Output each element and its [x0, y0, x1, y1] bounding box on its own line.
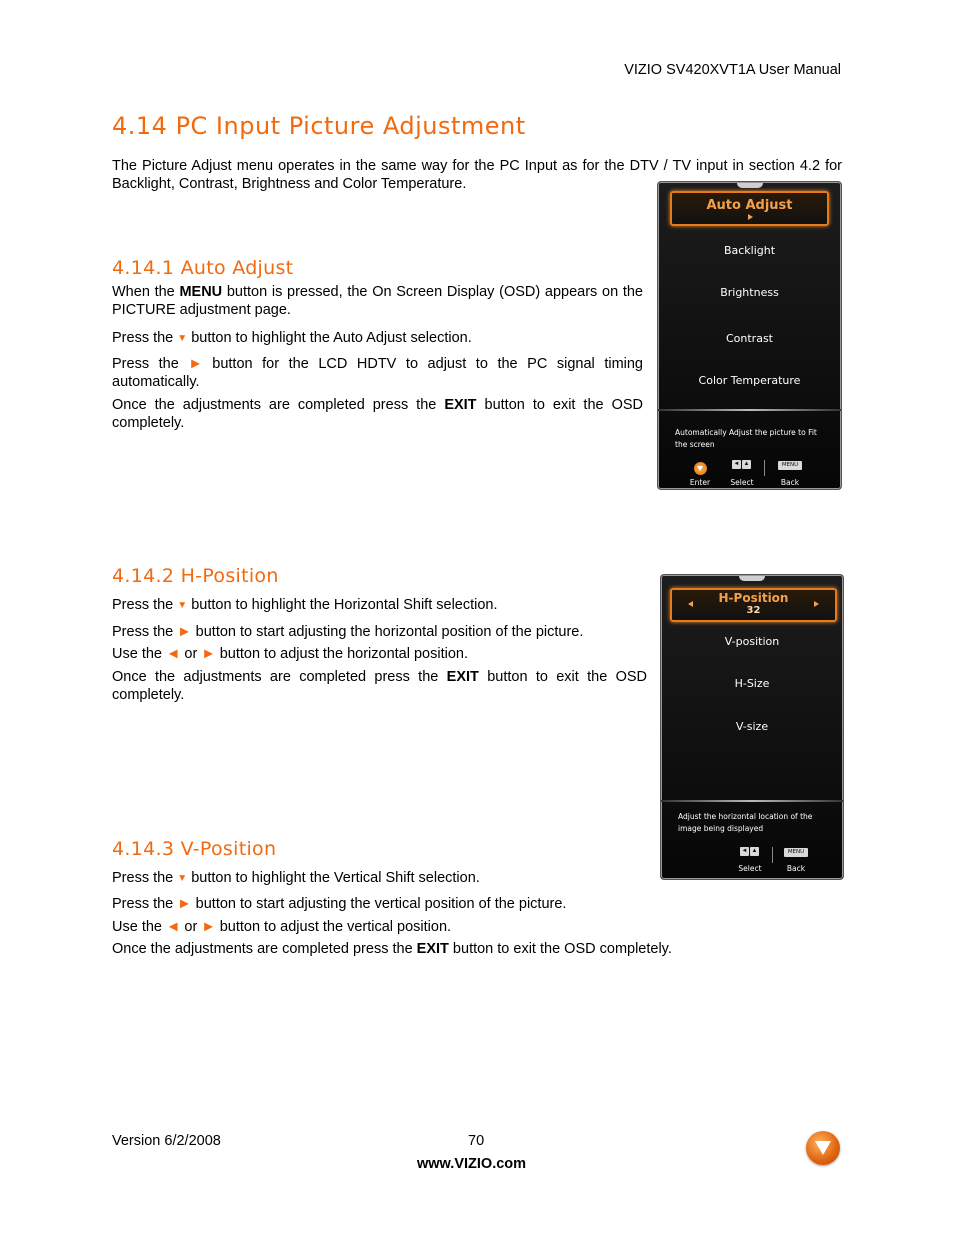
v-position-heading: 4.14.3 V-Position [112, 838, 277, 860]
enter-icon [694, 462, 707, 475]
h-position-para-4 [112, 668, 647, 704]
osd-item-v-position: V-position [724, 635, 780, 648]
text-run: Press the [112, 870, 178, 886]
osd-key-enter: Enter [689, 478, 711, 487]
v-position-para-4 [112, 940, 842, 958]
auto-adjust-heading: 4.14.1 Auto Adjust [112, 257, 294, 279]
h-position-heading: 4.14.2 H-Position [112, 565, 279, 587]
text-run: Use the [112, 919, 166, 935]
down-triangle-icon: ▼ [177, 600, 188, 611]
v-position-para-1 [112, 869, 842, 888]
auto-adjust-para-3 [112, 355, 643, 391]
text-run: button to exit the OSD completely. [448, 941, 672, 957]
osd-item-backlight: Backlight [723, 244, 776, 257]
right-triangle-icon: ► [201, 919, 216, 935]
text-run: When the [112, 284, 180, 300]
osd-item-v-size: V-size [735, 720, 769, 733]
osd-picture-menu [657, 181, 842, 490]
text-run: button for the LCD HDTV to adjust to the PC signal timing automatically. [112, 356, 643, 390]
text-run: Press the [112, 896, 178, 912]
text-run: Once the adjustments are completed press the [112, 941, 417, 957]
text-run: Press the [112, 597, 178, 613]
h-position-para-1 [112, 596, 647, 615]
vizio-logo-icon [806, 1131, 840, 1165]
footer-page-number: 70 [468, 1133, 485, 1149]
menu-keyword: MENU [179, 284, 223, 300]
exit-keyword: EXIT [416, 941, 449, 957]
auto-adjust-para-4 [112, 396, 643, 432]
right-triangle-icon: ► [201, 646, 216, 662]
h-position-para-2 [112, 623, 647, 641]
text-run: button to exit the OSD completely. [112, 669, 647, 703]
auto-adjust-para-2 [112, 329, 643, 348]
osd-selected-item [670, 588, 837, 622]
right-arrow-icon [748, 214, 753, 220]
text-run: Use the [112, 646, 166, 662]
osd-selected-item [670, 191, 829, 226]
right-triangle-icon: ► [177, 896, 192, 912]
section-intro: The Picture Adjust menu operates in the same way for the PC Input as for the DTV / TV input in section 4.2 for Backlight, Contrast, Brightness and Color Temperature. [112, 158, 842, 192]
select-arrows-icon: ◄ ▲ [741, 848, 758, 854]
osd-divider [661, 800, 843, 802]
text-run: button to highlight the Vertical Shift selection. [187, 870, 480, 886]
osd-item-contrast: Contrast [725, 332, 773, 345]
text-run: Once the adjustments are completed press the [112, 397, 445, 413]
select-arrows-icon: ◄ ▲ [733, 461, 750, 467]
osd-divider [658, 409, 841, 411]
osd-key-select: Select [730, 478, 754, 487]
osd-selected-label: Auto Adjust [706, 198, 793, 213]
text-run: Press the [112, 624, 178, 640]
osd-key-back: Back [780, 478, 800, 487]
footer-url: www.VIZIO.com [417, 1156, 527, 1172]
text-run: Press the [112, 330, 178, 346]
text-run: Once the adjustments are completed press the [112, 669, 447, 685]
text-run: button to start adjusting the horizontal position of the picture. [191, 624, 584, 640]
right-triangle-icon: ► [177, 624, 192, 640]
text-run: button to highlight the Horizontal Shift selection. [187, 597, 498, 613]
down-triangle-icon: ▼ [177, 333, 188, 344]
menu-icon: MENU [784, 848, 808, 857]
osd-help-text: Adjust the horizontal location of the image being displayed [678, 812, 813, 833]
osd-key-separator [764, 460, 765, 476]
text-run: button to highlight the Auto Adjust selection. [187, 330, 472, 346]
footer-version: Version 6/2/2008 [112, 1133, 221, 1149]
left-arrow-icon [688, 601, 693, 607]
left-triangle-icon: ◄ [166, 919, 181, 935]
auto-adjust-para-1 [112, 283, 643, 319]
osd-key-back: Back [786, 864, 806, 873]
osd-item-brightness: Brightness [720, 286, 779, 299]
exit-keyword: EXIT [446, 669, 479, 685]
osd-selected-value: 32 [746, 605, 761, 616]
osd-item-color-temperature: Color Temperature [698, 374, 801, 387]
right-arrow-icon [814, 601, 819, 607]
text-run: button to adjust the horizontal position. [215, 646, 468, 662]
text-run: button is pressed, the On Screen Display (OSD) appears on the PICTURE adjustment page. [112, 284, 643, 318]
text-run: or [180, 646, 202, 662]
exit-keyword: EXIT [444, 397, 477, 413]
left-triangle-icon: ◄ [166, 646, 181, 662]
h-position-para-3 [112, 645, 647, 663]
osd-help-text: Automatically Adjust the picture to Fit the screen [675, 428, 817, 449]
osd-h-position-menu [660, 574, 844, 880]
section-title: 4.14 PC Input Picture Adjustment [112, 112, 526, 140]
text-run: button to adjust the vertical position. [215, 919, 452, 935]
osd-key-select: Select [738, 864, 762, 873]
osd-selected-label: H-Position [718, 591, 789, 605]
osd-top-tab [737, 183, 763, 188]
v-position-para-2 [112, 895, 842, 913]
text-run: Press the [112, 356, 189, 372]
osd-key-separator [772, 847, 773, 863]
v-position-para-3 [112, 918, 842, 936]
text-run: button to start adjusting the vertical position of the picture. [191, 896, 567, 912]
osd-item-h-size: H-Size [734, 677, 770, 690]
menu-icon: MENU [778, 461, 802, 470]
osd-top-tab [739, 576, 765, 581]
text-run: or [180, 919, 202, 935]
manual-title: VIZIO SV420XVT1A User Manual [624, 62, 841, 78]
down-triangle-icon: ▼ [177, 873, 188, 884]
right-triangle-icon: ► [188, 356, 203, 372]
text-run: button to exit the OSD completely. [112, 397, 643, 431]
